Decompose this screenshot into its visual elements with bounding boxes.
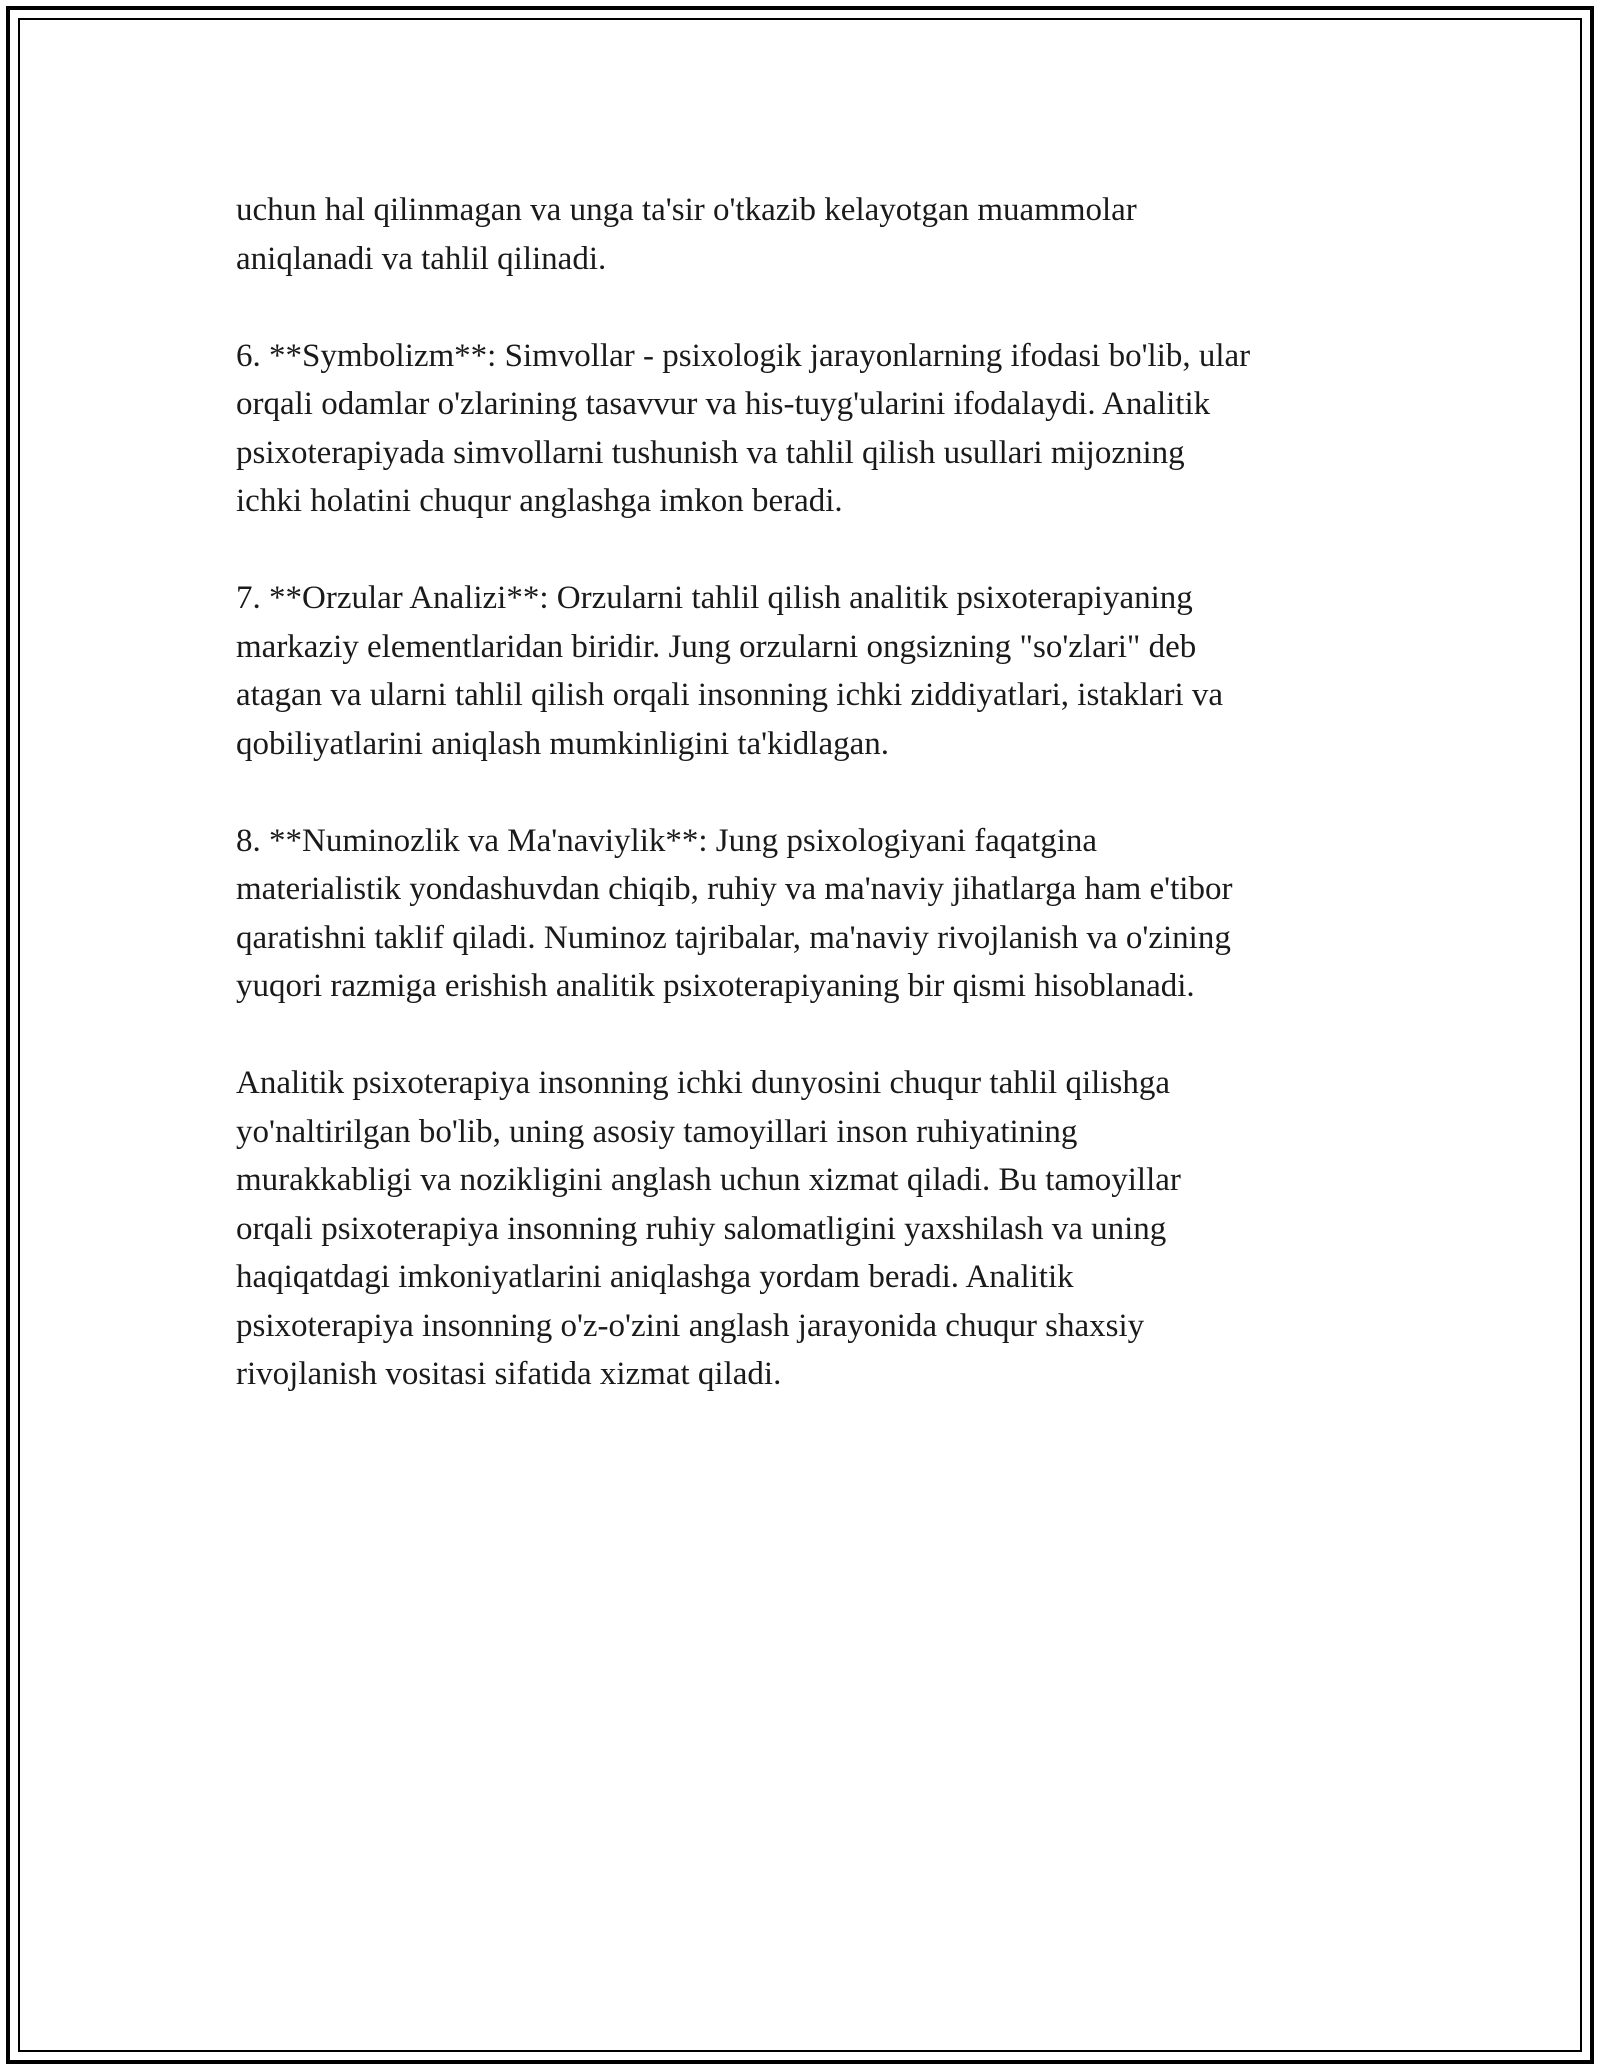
text-line: qaratishni taklif qiladi. Numinoz tajribalar, ma'naviy rivojlanish va o'zining	[236, 919, 1231, 956]
text-line: haqiqatdagi imkoniyatlarini aniqlashga yordam beradi. Analitik	[236, 1259, 1074, 1295]
text-line: psixoterapiyada simvollarni tushunish va tahlil qilish usullari mijozning	[236, 434, 1185, 471]
text-line: rivojlanish vositasi sifatida xizmat qiladi.	[236, 1356, 782, 1392]
text-line: murakkabligi va nozikligini anglash uchun xizmat qiladi. Bu tamoyillar	[236, 1162, 1181, 1198]
text-line: materialistik yondashuvdan chiqib, ruhiy va ma'naviy jihatlarga ham e'tibor	[236, 871, 1233, 907]
paragraph-numinosity	[236, 817, 1376, 1011]
paragraph-dream-analysis	[236, 574, 1376, 768]
text-line: uchun hal qilinmagan va unga ta'sir o'tkazib kelayotgan muammolar	[236, 192, 1137, 228]
paragraph-continuation	[236, 186, 1376, 283]
text-line: orqali odamlar o'zlarining tasavvur va his-tuyg'ularini ifodalaydi. Analitik	[236, 386, 1211, 422]
text-line: 6. **Symbolizm**: Simvollar - psixologik jarayonlarning ifodasi bo'lib, ular	[236, 337, 1251, 374]
paragraph-conclusion	[236, 1059, 1376, 1399]
text-line: psixoterapiya insonning o'z-o'zini anglash jarayonida chuqur shaxsiy	[236, 1307, 1145, 1344]
text-line: yo'naltirilgan bo'lib, uning asosiy tamoyillari inson ruhiyatining	[236, 1113, 1078, 1150]
text-line: 8. **Numinozlik va Ma'naviylik**: Jung psixologiyani faqatgina	[236, 822, 1098, 859]
text-line: aniqlanadi va tahlil qilinadi.	[236, 240, 607, 277]
text-line: markaziy elementlaridan biridir. Jung orzularni ongsizning "so'zlari" deb	[236, 628, 1197, 665]
text-line: qobiliyatlarini aniqlash mumkinligini ta'kidlagan.	[236, 725, 890, 762]
text-line: orqali psixoterapiya insonning ruhiy salomatligini yaxshilash va uning	[236, 1210, 1167, 1247]
text-line: yuqori razmiga erishish analitik psixoterapiyaning bir qismi hisoblanadi.	[236, 968, 1195, 1004]
text-line: 7. **Orzular Analizi**: Orzularni tahlil qilish analitik psixoterapiyaning	[236, 580, 1193, 616]
text-line: atagan va ularni tahlil qilish orqali insonning ichki ziddiyatlari, istaklari va	[236, 677, 1224, 713]
text-line: Analitik psixoterapiya insonning ichki dunyosini chuqur tahlil qilishga	[236, 1065, 1170, 1101]
paragraph-symbolism	[236, 332, 1376, 526]
document-body	[236, 186, 1376, 1399]
text-line: ichki holatini chuqur anglashga imkon beradi.	[236, 483, 843, 519]
